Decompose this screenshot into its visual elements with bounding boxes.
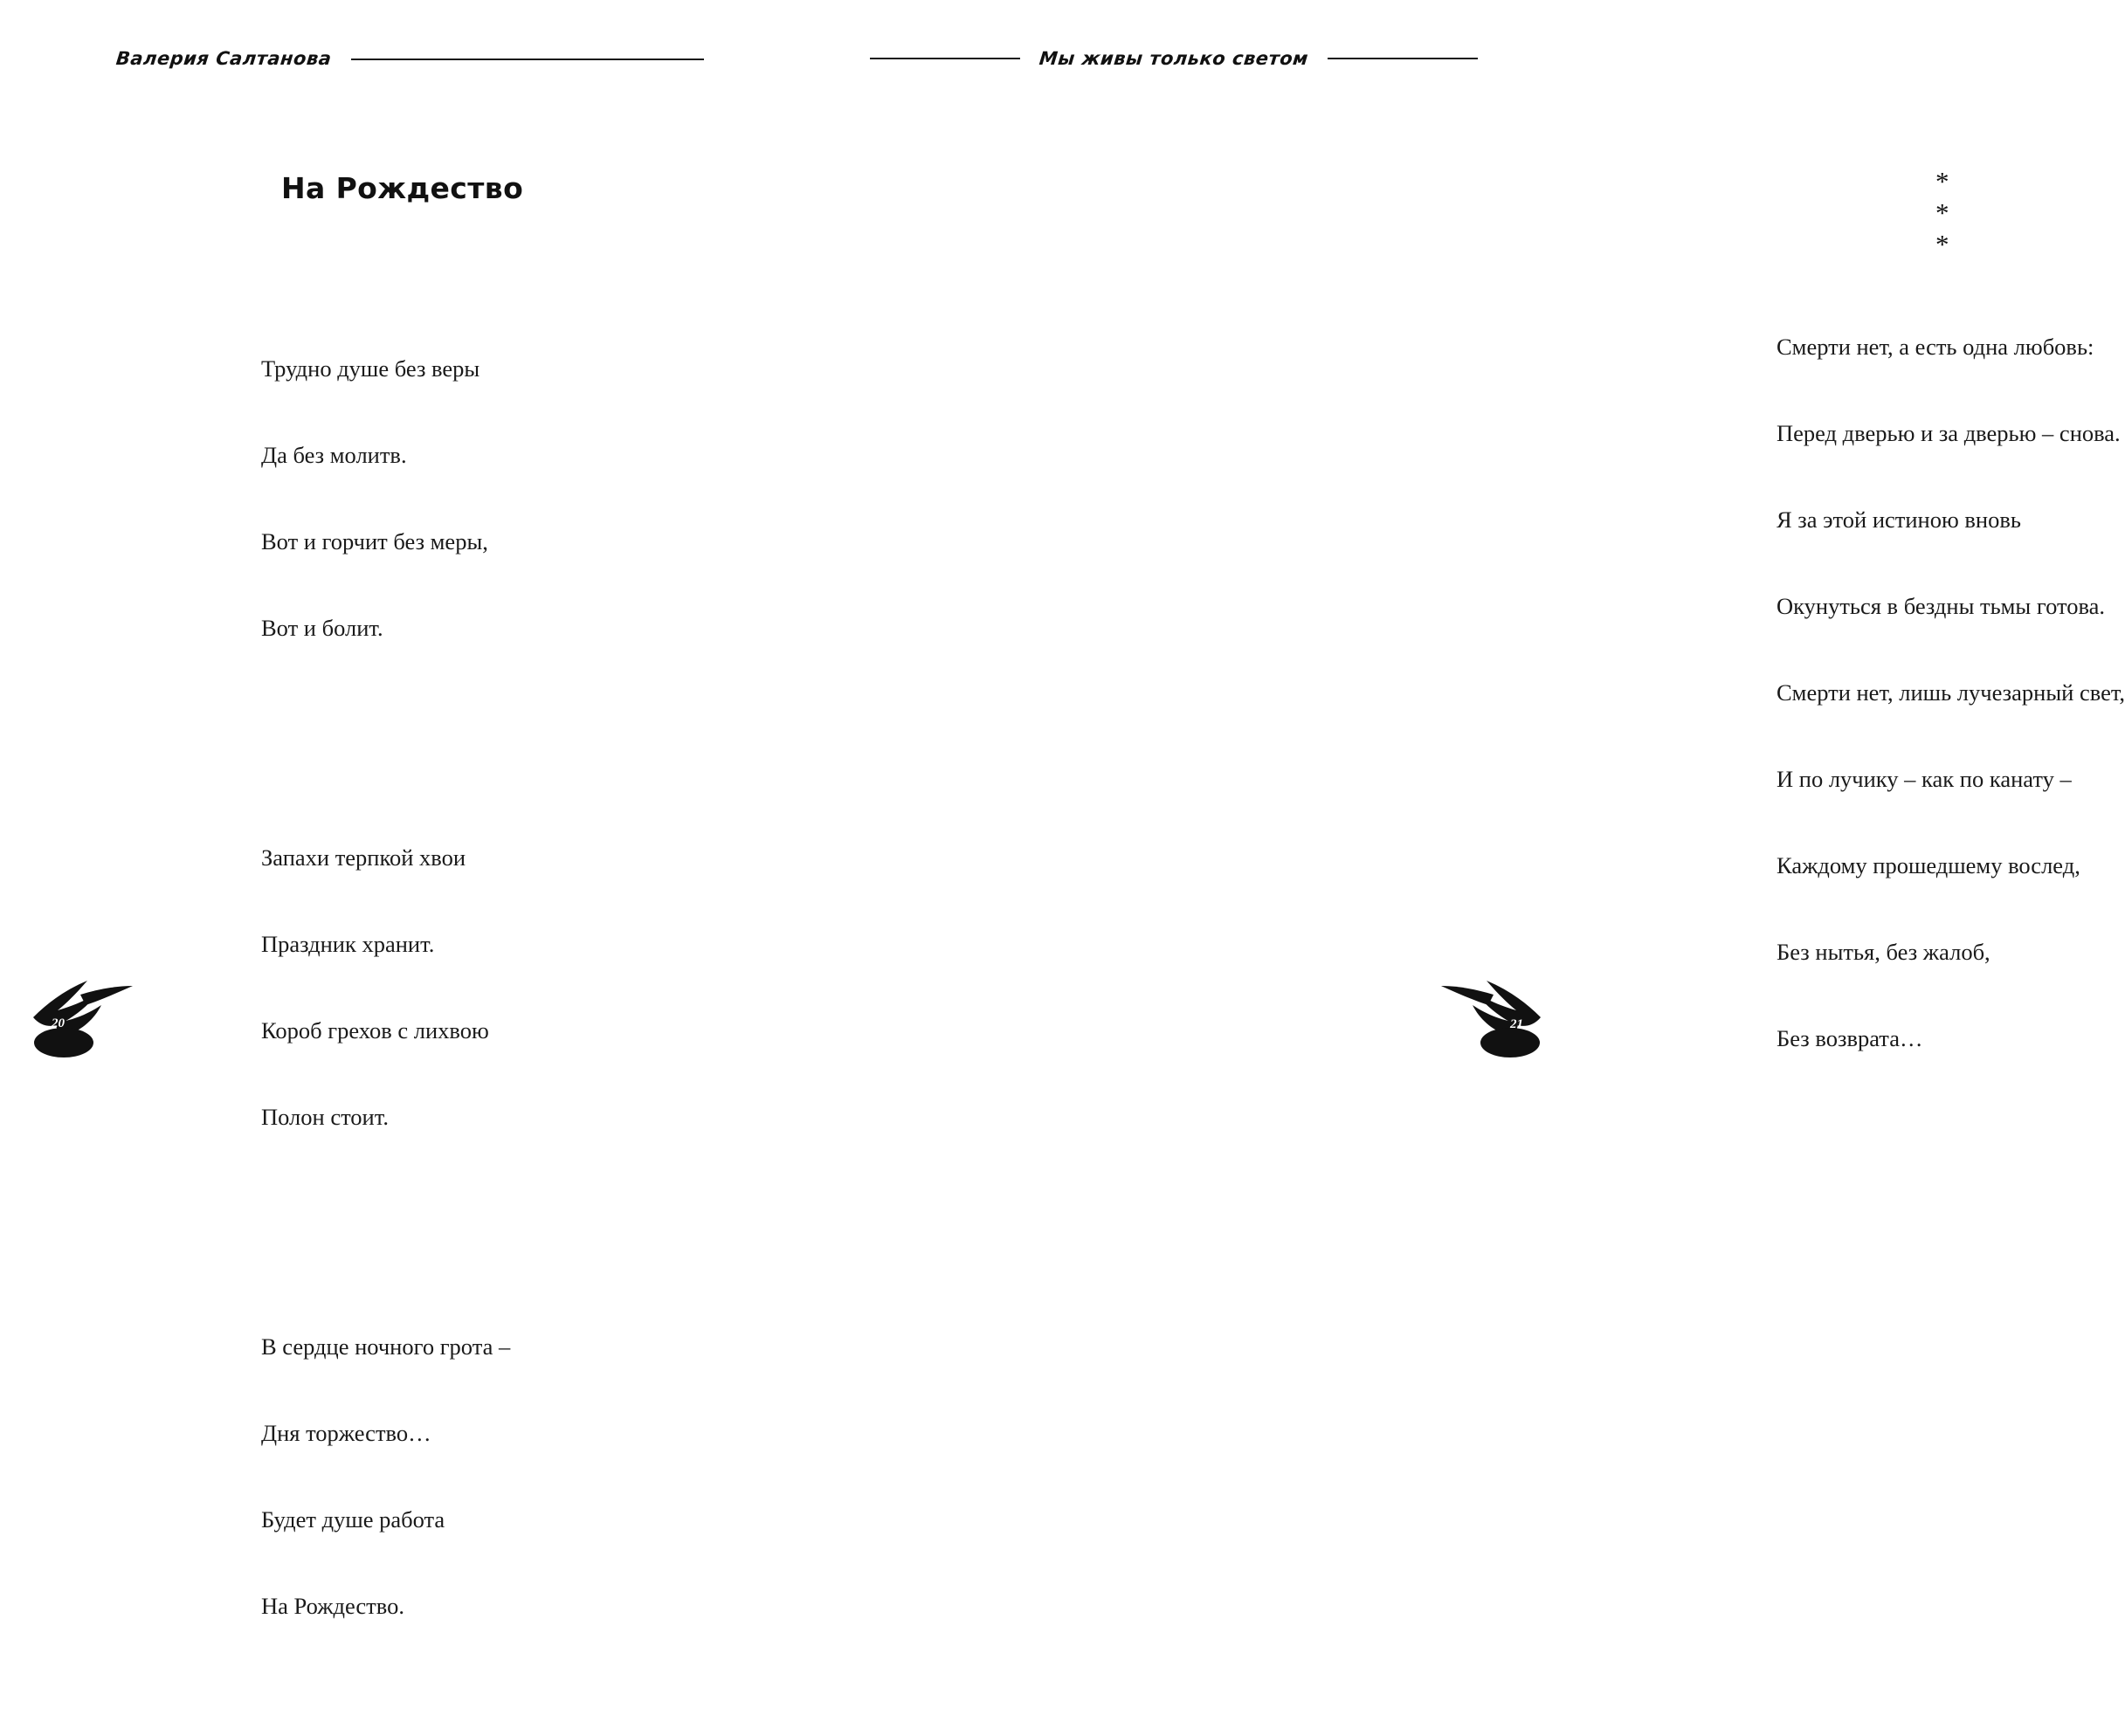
- running-head-book-title: Мы живы только светом: [1038, 48, 1310, 69]
- verse-line: Полон стоит.: [261, 1104, 389, 1130]
- verse-line: Вот и болит.: [261, 615, 383, 641]
- verse-line: Дня торжество…: [261, 1420, 431, 1446]
- poem-title-right: * * *: [1935, 166, 1957, 259]
- running-head-rule: [870, 58, 1020, 59]
- page-number-right: 21: [1510, 1017, 1523, 1031]
- verse-line: Смерти нет, а есть одна любовь:: [1777, 334, 2094, 360]
- stanza: [261, 786, 510, 1189]
- verse-line: Будет душе работа: [261, 1506, 445, 1533]
- verse-line: Перед дверью и за дверью – снова.: [1777, 420, 2121, 446]
- verse-line: В сердце ночного грота –: [261, 1333, 511, 1360]
- running-head-right: [870, 45, 1478, 72]
- stanza: [1777, 275, 2125, 1111]
- page-number-left: 20: [52, 1016, 65, 1030]
- verse-line: Вот и горчит без меры,: [261, 528, 488, 555]
- verse-line: Каждому прошедшему вослед,: [1777, 852, 2080, 878]
- running-head-rule: [1328, 58, 1478, 59]
- verse-line: Смерти нет, лишь лучезарный свет,: [1777, 679, 2125, 706]
- stanza: [261, 1275, 510, 1678]
- verse-line: На Рождество.: [261, 1593, 404, 1619]
- poem-body-right: [1777, 217, 2125, 1168]
- running-head-left: [116, 45, 704, 72]
- verse-line: Я за этой истиною вновь: [1777, 506, 2021, 533]
- verse-line: Да без молитв.: [261, 442, 407, 468]
- swallow-icon: [24, 954, 147, 1059]
- swallow-icon: [1427, 954, 1549, 1059]
- poem-title-left: На Рождество: [281, 171, 524, 205]
- verse-line: Короб грехов с лихвою: [261, 1017, 489, 1044]
- right-page: [787, 0, 2125, 1059]
- verse-line: Окунуться в бездны тьмы готова.: [1777, 593, 2106, 619]
- folio-right: [1427, 954, 1549, 1059]
- poem-body-left: [261, 239, 510, 1736]
- left-page: [0, 0, 787, 1619]
- running-head-rule: [351, 59, 704, 60]
- verse-line: Трудно душе без веры: [261, 355, 480, 382]
- verse-line: Праздник хранит.: [261, 931, 435, 957]
- stanza: [261, 297, 510, 700]
- running-head-author: Валерия Салтанова: [114, 48, 333, 69]
- verse-line: Запахи терпкой хвои: [261, 844, 466, 871]
- verse-line: Без возврата…: [1777, 1025, 1923, 1051]
- folio-left: [24, 954, 147, 1059]
- verse-line: И по лучику – как по канату –: [1777, 766, 2072, 792]
- verse-line: Без нытья, без жалоб,: [1777, 939, 1990, 965]
